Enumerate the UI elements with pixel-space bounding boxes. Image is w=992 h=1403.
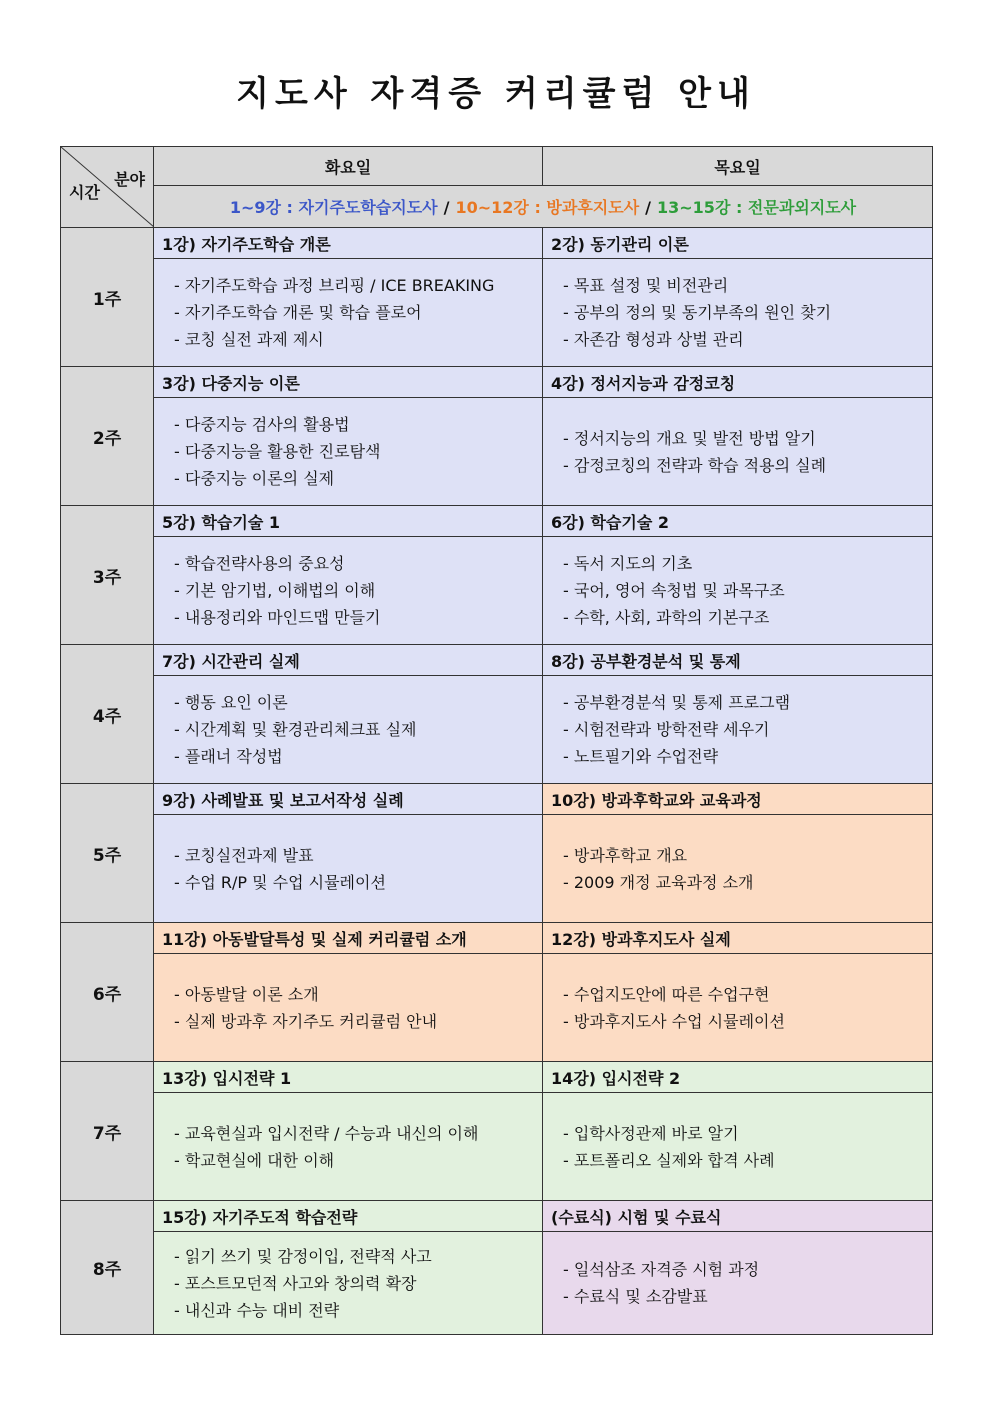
lecture-item: - 내신과 수능 대비 전략: [174, 1300, 340, 1320]
lecture-item: - 방과후지도사 수업 시뮬레이션: [563, 1011, 785, 1031]
tuesday-header: 화요일: [154, 147, 543, 186]
lecture-item: - 정서지능의 개요 및 발전 방법 알기: [563, 428, 816, 448]
lecture-item: - 코칭 실전 과제 제시: [174, 330, 324, 349]
lecture-content: [543, 259, 933, 367]
lecture-content: [543, 537, 933, 645]
lecture-item: - 수학, 사회, 과학의 기본구조: [563, 608, 770, 627]
corner-field-label: 분야: [114, 170, 145, 189]
lecture-item: - 수업 R/P 및 수업 시뮬레이션: [174, 872, 386, 892]
lecture-item: - 내용정리와 마인드맵 만들기: [174, 608, 381, 627]
week-label: 2주: [61, 367, 154, 506]
lecture-content: [543, 676, 933, 784]
corner-header: [61, 147, 154, 228]
lecture-item: - 시간계획 및 환경관리체크표 실제: [174, 720, 417, 739]
lecture-item: - 수료식 및 소감발표: [563, 1287, 708, 1306]
lecture-content: [543, 1093, 933, 1201]
corner-time-label: 시간: [69, 183, 100, 202]
lecture-content: [154, 815, 543, 923]
lecture-item: - 다중지능을 활용한 진로탐색: [174, 442, 381, 461]
week-label: 3주: [61, 506, 154, 645]
lecture-title: 11강) 아동발달특성 및 실제 커리큘럼 소개: [154, 923, 543, 954]
week-label: 1주: [61, 228, 154, 367]
lecture-item: - 국어, 영어 속청법 및 과목구조: [563, 581, 785, 600]
lecture-content: [154, 259, 543, 367]
course-legend: [154, 186, 933, 228]
lecture-content: [543, 1232, 933, 1335]
lecture-item: - 공부의 정의 및 동기부족의 원인 찾기: [563, 303, 832, 322]
lecture-item: - 공부환경분석 및 통제 프로그램: [563, 693, 791, 712]
lecture-item: - 자존감 형성과 상벌 관리: [563, 330, 744, 349]
lecture-item: - 다중지능 검사의 활용법: [174, 415, 350, 434]
lecture-item: - 행동 요인 이론: [174, 693, 288, 712]
thursday-header: 목요일: [543, 147, 933, 186]
legend-tutor: 13~15강 : 전문과외지도사: [657, 198, 857, 218]
lecture-item: - 실제 방과후 자기주도 커리큘럼 안내: [174, 1011, 438, 1031]
lecture-item: - 입학사정관제 바로 알기: [563, 1123, 739, 1143]
lecture-title: 13강) 입시전략 1: [154, 1062, 543, 1093]
week-label: 6주: [61, 923, 154, 1062]
lecture-title: 10강) 방과후학교와 교육과정: [543, 784, 933, 815]
lecture-item: - 포스트모던적 사고와 창의력 확장: [174, 1273, 417, 1293]
lecture-item: - 노트필기와 수업전략: [563, 747, 719, 766]
lecture-item: - 수업지도안에 따른 수업구현: [563, 984, 770, 1004]
week-label: 4주: [61, 645, 154, 784]
page-title: 지도사 자격증 커리큘럼 안내: [236, 74, 756, 114]
lecture-item: - 학습전략사용의 중요성: [174, 554, 345, 573]
lecture-item: - 플래너 작성법: [174, 747, 283, 766]
lecture-item: - 독서 지도의 기초: [563, 554, 693, 573]
lecture-title: 4강) 정서지능과 감정코칭: [543, 367, 933, 398]
lecture-title: 3강) 다중지능 이론: [154, 367, 543, 398]
lecture-item: - 코칭실전과제 발표: [174, 845, 314, 865]
lecture-item: - 방과후학교 개요: [563, 845, 688, 865]
lecture-item: - 포트폴리오 실제와 합격 사례: [563, 1150, 775, 1170]
week-label: 7주: [61, 1062, 154, 1201]
lecture-item: - 읽기 쓰기 및 감정이입, 전략적 사고: [174, 1246, 432, 1266]
lecture-title: (수료식) 시험 및 수료식: [543, 1201, 933, 1232]
lecture-title: 7강) 시간관리 실제: [154, 645, 543, 676]
lecture-content: [154, 676, 543, 784]
lecture-title: 2강) 동기관리 이론: [543, 228, 933, 259]
lecture-content: [154, 537, 543, 645]
lecture-content: [543, 954, 933, 1062]
lecture-item: - 자기주도학습 과정 브리핑 / ICE BREAKING: [174, 276, 495, 295]
lecture-item: - 일석삼조 자격증 시험 과정: [563, 1260, 760, 1279]
lecture-content: [543, 815, 933, 923]
legend-after-school: 10~12강 : 방과후지도사: [455, 198, 640, 218]
lecture-item: - 다중지능 이론의 실제: [174, 469, 335, 488]
lecture-title: 5강) 학습기술 1: [154, 506, 543, 537]
lecture-content: [154, 1093, 543, 1201]
lecture-item: - 시험전략과 방학전략 세우기: [563, 720, 770, 739]
lecture-content: [154, 398, 543, 506]
curriculum-table: [60, 146, 933, 1335]
lecture-title: 15강) 자기주도적 학습전략: [154, 1201, 543, 1232]
lecture-item: - 기본 암기법, 이해법의 이해: [174, 581, 376, 600]
lecture-item: - 감정코칭의 전략과 학습 적용의 실례: [563, 455, 827, 475]
legend-separator: /: [443, 198, 450, 218]
lecture-item: - 목표 설정 및 비전관리: [563, 276, 729, 295]
legend-self-directed: 1~9강 : 자기주도학습지도사: [229, 198, 438, 218]
lecture-content: [154, 1232, 543, 1335]
lecture-content: [543, 398, 933, 506]
week-label: 8주: [61, 1201, 154, 1335]
lecture-title: 8강) 공부환경분석 및 통제: [543, 645, 933, 676]
lecture-title: 14강) 입시전략 2: [543, 1062, 933, 1093]
lecture-item: - 교육현실과 입시전략 / 수능과 내신의 이해: [174, 1123, 479, 1143]
lecture-title: 12강) 방과후지도사 실제: [543, 923, 933, 954]
lecture-item: - 학교현실에 대한 이해: [174, 1150, 335, 1170]
lecture-item: - 자기주도학습 개론 및 학습 플로어: [174, 303, 422, 322]
lecture-title: 1강) 자기주도학습 개론: [154, 228, 543, 259]
lecture-content: [154, 954, 543, 1062]
lecture-title: 9강) 사례발표 및 보고서작성 실례: [154, 784, 543, 815]
lecture-item: - 2009 개정 교육과정 소개: [563, 872, 754, 892]
lecture-title: 6강) 학습기술 2: [543, 506, 933, 537]
legend-separator: /: [645, 198, 651, 218]
lecture-item: - 아동발달 이론 소개: [174, 984, 319, 1004]
week-label: 5주: [61, 784, 154, 923]
